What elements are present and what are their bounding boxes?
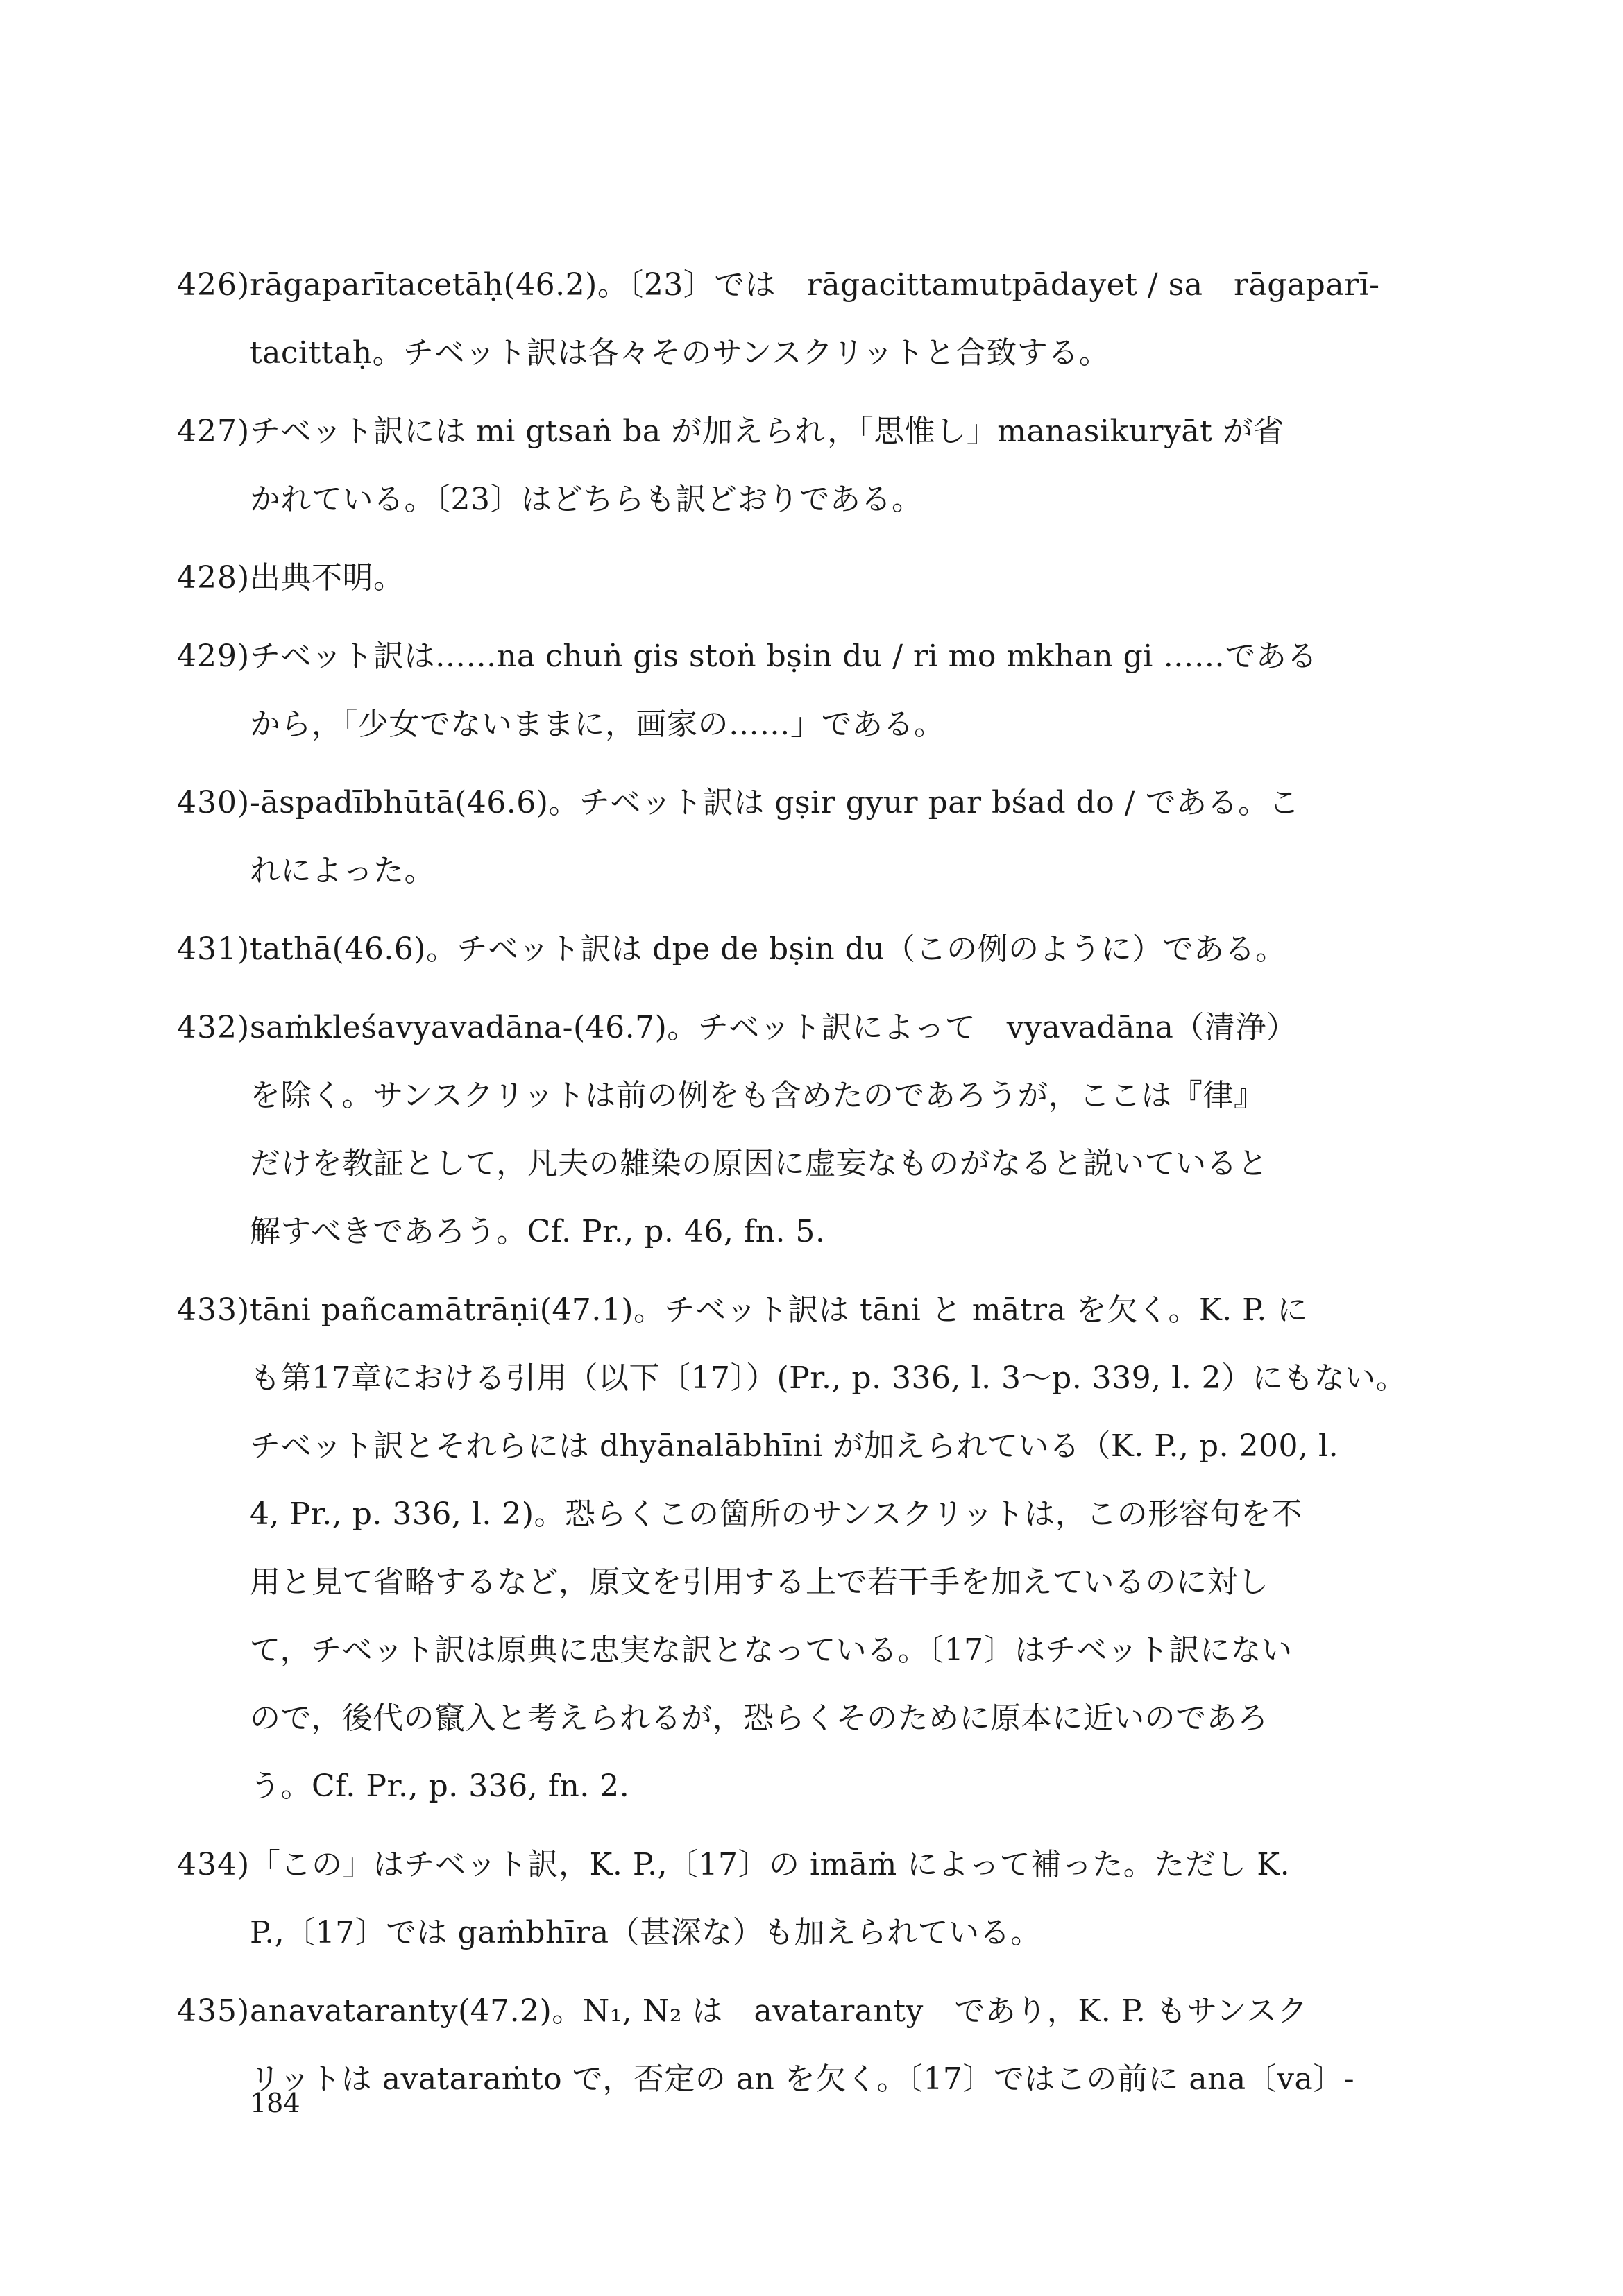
footnote-text-line: anavataranty(47.2)。N₁, N₂ は avataranty であり，K. P. もサンスク	[250, 1993, 1308, 2029]
footnote-text-line: -āspadībhūtā(46.6)。チベット訳は gṣir gyur par bśad do / である。こ	[250, 785, 1300, 820]
footnote-number: 434)	[177, 1847, 250, 1882]
footnote-text-line: 出典不明。	[250, 560, 405, 596]
footnote-text-line: を除く。サンスクリットは前の例をも含めたのであろうが，ここは『律』	[250, 1078, 1265, 1113]
footnote-text-line: P.,〔17〕では gaṁbhīra（甚深な）も加えられている。	[250, 1915, 1042, 1950]
page-number: 184	[250, 2088, 300, 2118]
footnote-text-line: 解すべきであろう。Cf. Pr., p. 46, fn. 5.	[250, 1214, 826, 1249]
footnote-number: 433)	[177, 1292, 250, 1328]
footnote-number: 427)	[177, 414, 250, 449]
footnote	[177, 251, 1409, 387]
footnote-text-line: から，「少女でないままに，画家の……」である。	[250, 707, 945, 742]
footnote	[177, 1276, 1409, 1821]
footnote	[177, 1831, 1409, 1967]
footnote	[177, 544, 1409, 612]
footnote-text-line: て，チベット訳は原典に忠実な訳となっている。〔17〕はチベット訳にない	[250, 1632, 1293, 1668]
footnote-text-line: tacittaḥ。チベット訳は各々そのサンスクリットと合致する。	[250, 335, 1110, 371]
footnote-number: 435)	[177, 1993, 250, 2029]
footnote-text-line: チベット訳とそれらには dhyānalābhīni が加えられている（K. P., p. 200, l.	[250, 1428, 1339, 1464]
footnote-number: 426)	[177, 267, 250, 303]
footnote	[177, 769, 1409, 905]
footnote-number: 430)	[177, 785, 250, 820]
footnote-text-line: rāgaparītacetāḥ(46.2)。〔23〕では rāgacittamutpādayet / sa rāgaparī-	[250, 267, 1380, 303]
footnote-text-line: も第17章における引用（以下〔17〕）(Pr., p. 336, l. 3～p. 339, l. 2）にもない。	[250, 1360, 1407, 1396]
footnote-text-line: 用と見て省略するなど，原文を引用する上で若干手を加えているのに対し	[250, 1564, 1269, 1600]
footnote-text-line: ので，後代の竄入と考えられるが，恐らくそのために原本に近いのであろ	[250, 1700, 1268, 1736]
footnote	[177, 1977, 1409, 2113]
footnote-text-line: 4, Pr., p. 336, l. 2)。恐らくこの箇所のサンスクリットは，この形容句を不	[250, 1496, 1302, 1532]
footnote-text-line: かれている。〔23〕はどちらも訳どおりである。	[250, 482, 923, 517]
footnote-text-line: tāni pañcamātrāṇi(47.1)。チベット訳は tāni と mātra を欠く。K. P. に	[250, 1292, 1308, 1328]
footnote	[177, 915, 1409, 984]
footnote-text-line: れによった。	[250, 853, 435, 888]
footnote-number: 432)	[177, 1010, 250, 1045]
footnote-text-line: チベット訳は……na chuṅ gis stoṅ bṣin du / ri mo mkhan gi ……である	[250, 639, 1318, 674]
footnote-text-line: 「この」はチベット訳，K. P.,〔17〕の imāṁ によって補った。ただし K.	[250, 1847, 1291, 1882]
footnote-text-line: saṁkleśavyavadāna-(46.7)。チベット訳によって vyavadāna（清浄）	[250, 1010, 1298, 1045]
footnote-text-line: う。Cf. Pr., p. 336, fn. 2.	[250, 1769, 630, 1804]
footnote-text-line: だけを教証として，凡夫の雑染の原因に虚妄なものがなると説いていると	[250, 1146, 1268, 1181]
footnote-number: 431)	[177, 931, 250, 967]
footnote-text-line: リットは avataraṁto で，否定の an を欠く。〔17〕ではこの前に ana〔va〕-	[250, 2061, 1355, 2097]
footnote-text-line: tathā(46.6)。チベット訳は dpe de bṣin du（この例のように）である。	[250, 931, 1286, 967]
footnotes-list	[177, 251, 1409, 2124]
footnote-number: 429)	[177, 639, 250, 674]
footnote	[177, 398, 1409, 534]
footnote	[177, 994, 1409, 1266]
footnote-text-line: チベット訳には mi gtsaṅ ba が加えられ，「思惟し」manasikuryāt が省	[250, 414, 1284, 449]
footnote-number: 428)	[177, 560, 250, 596]
footnote	[177, 623, 1409, 759]
